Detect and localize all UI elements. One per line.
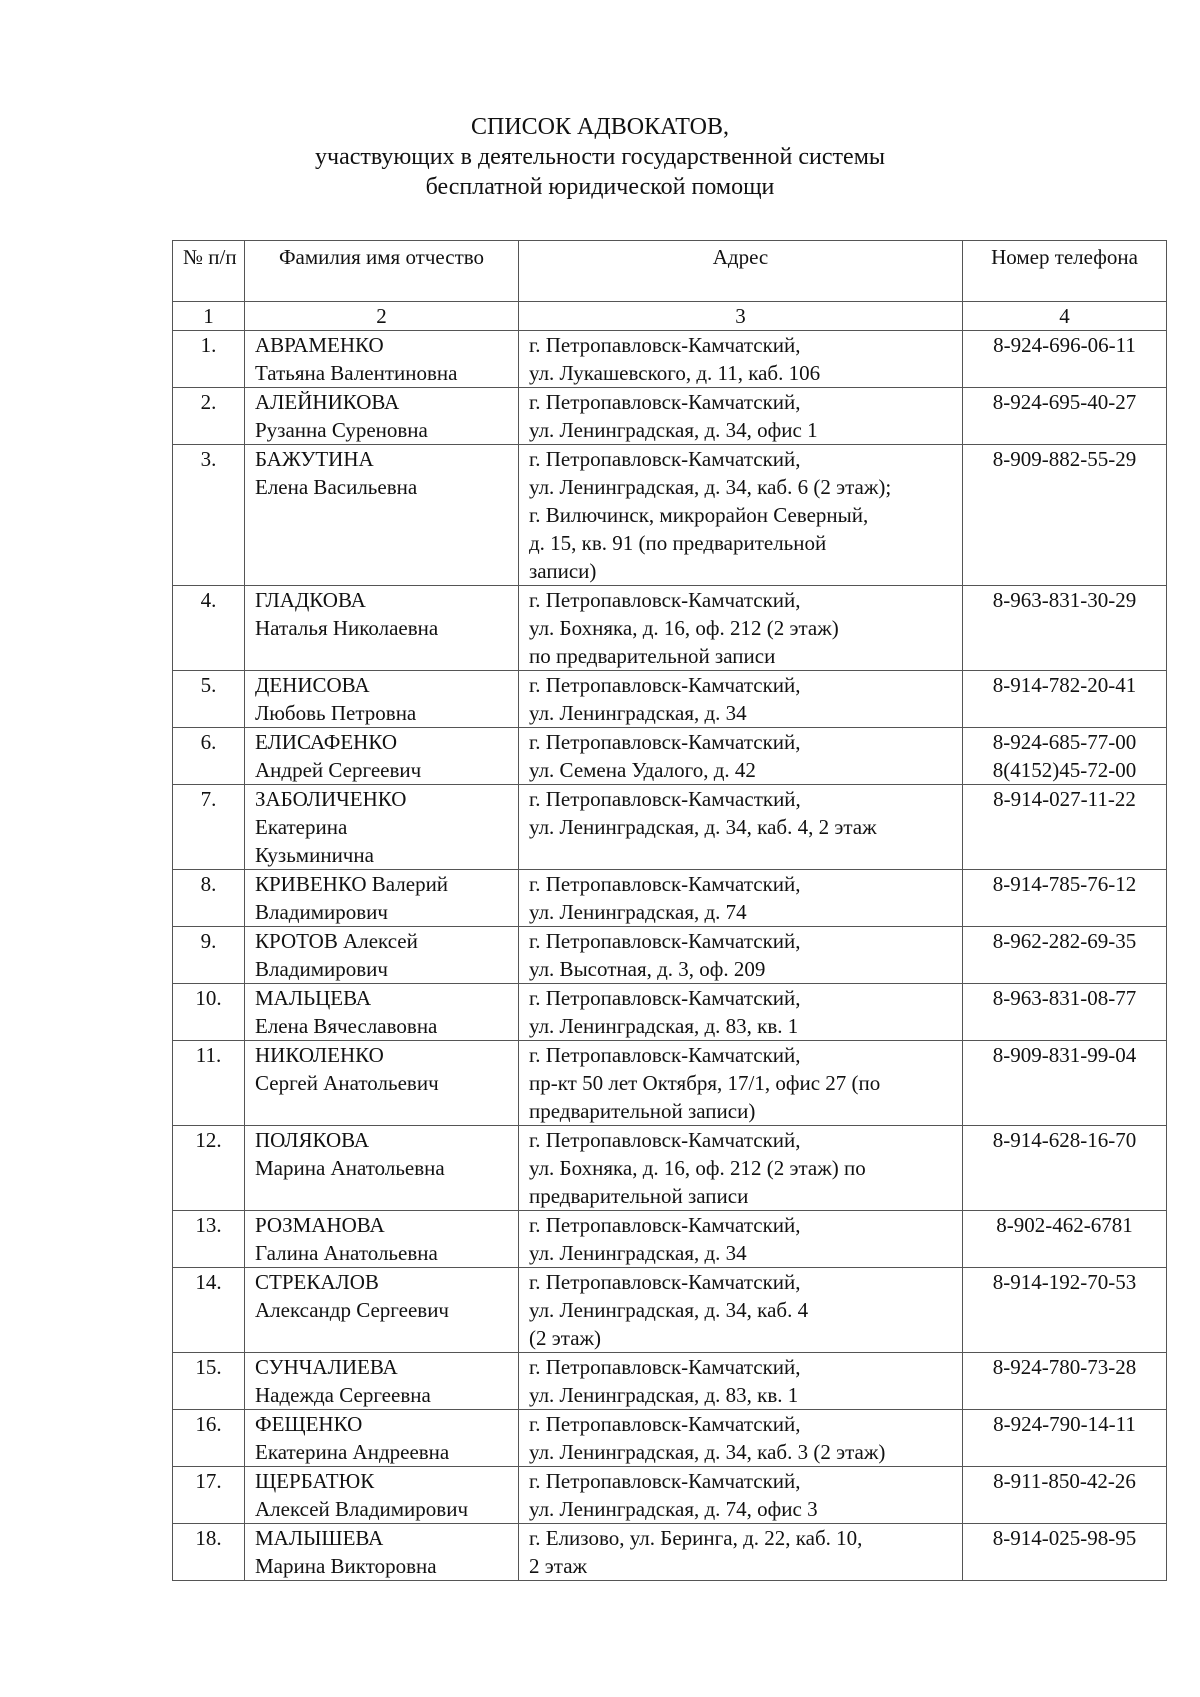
- lawyer-name: [245, 1211, 519, 1268]
- lawyer-phone: [963, 1211, 1167, 1268]
- table-row: [173, 927, 1167, 984]
- phone-number: 8-914-027-11-22: [993, 787, 1136, 811]
- lawyer-name-line: ЗАБОЛИЧЕНКО: [255, 787, 407, 811]
- lawyer-name-line: ГЛАДКОВА: [255, 588, 366, 612]
- row-number: 8.: [173, 870, 245, 927]
- lawyer-name: [245, 671, 519, 728]
- table-row: [173, 445, 1167, 586]
- address-line: г. Петропавловск-Камчатский,: [529, 1213, 801, 1237]
- address-line: предварительной записи: [529, 1184, 749, 1208]
- header-number: [173, 241, 245, 302]
- address-line: ул. Ленинградская, д. 34: [529, 701, 747, 725]
- lawyer-name: [245, 1353, 519, 1410]
- column-index-row: [173, 302, 1167, 331]
- address-line: ул. Ленинградская, д. 34: [529, 1241, 747, 1265]
- lawyer-address: [519, 785, 963, 870]
- table-row: [173, 1268, 1167, 1353]
- table-row: [173, 1041, 1167, 1126]
- table-row: [173, 785, 1167, 870]
- table-row: [173, 1410, 1167, 1467]
- row-number: 13.: [173, 1211, 245, 1268]
- row-number: 17.: [173, 1467, 245, 1524]
- phone-number: 8-963-831-08-77: [992, 986, 1137, 1010]
- lawyer-name-line: НИКОЛЕНКО: [255, 1043, 384, 1067]
- lawyer-name-line: СУНЧАЛИЕВА: [255, 1355, 398, 1379]
- row-number: 5.: [173, 671, 245, 728]
- address-line: (2 этаж): [529, 1326, 602, 1350]
- address-line: д. 15, кв. 91 (по предварительной: [529, 531, 827, 555]
- lawyer-name-line: Марина Викторовна: [255, 1554, 437, 1578]
- column-index: 1: [173, 302, 245, 331]
- table-row: [173, 870, 1167, 927]
- lawyer-name-line: ЩЕРБАТЮК: [255, 1469, 375, 1493]
- lawyer-name-line: АЛЕЙНИКОВА: [255, 390, 400, 414]
- address-line: ул. Ленинградская, д. 34, каб. 4: [529, 1298, 809, 1322]
- row-number: 11.: [173, 1041, 245, 1126]
- lawyer-phone: [963, 785, 1167, 870]
- lawyer-name-line: ЕЛИСАФЕНКО: [255, 730, 397, 754]
- lawyer-name-line: БАЖУТИНА: [255, 447, 374, 471]
- lawyer-name-line: Владимирович: [255, 900, 388, 924]
- lawyer-name: [245, 785, 519, 870]
- lawyer-name-line: Елена Вячеславовна: [255, 1014, 438, 1038]
- lawyer-phone: [963, 671, 1167, 728]
- phone-number: 8-962-282-69-35: [992, 929, 1137, 953]
- table-row: [173, 728, 1167, 785]
- lawyers-table: [172, 240, 1167, 1581]
- lawyer-phone: [963, 1268, 1167, 1353]
- lawyer-address: [519, 1353, 963, 1410]
- phone-number: 8-924-790-14-11: [993, 1412, 1136, 1436]
- header-phone: Номер телефона: [963, 241, 1167, 302]
- row-number: 1.: [173, 331, 245, 388]
- lawyer-name-line: Любовь Петровна: [255, 701, 417, 725]
- lawyer-phone: [963, 445, 1167, 586]
- phone-number: 8-902-462-6781: [996, 1213, 1133, 1237]
- lawyer-name-line: Рузанна Суреновна: [255, 418, 428, 442]
- row-number: 3.: [173, 445, 245, 586]
- address-line: записи): [529, 559, 597, 583]
- lawyer-name-line: МАЛЬЦЕВА: [255, 986, 371, 1010]
- lawyer-name-line: КРОТОВ Алексей: [255, 929, 418, 953]
- phone-number: 8-909-882-55-29: [992, 447, 1137, 471]
- table-row: [173, 1353, 1167, 1410]
- address-line: ул. Ленинградская, д. 83, кв. 1: [529, 1383, 799, 1407]
- lawyer-name-line: Наталья Николаевна: [255, 616, 439, 640]
- lawyer-address: [519, 1211, 963, 1268]
- lawyer-address: [519, 728, 963, 785]
- table-row: [173, 984, 1167, 1041]
- lawyer-phone: [963, 331, 1167, 388]
- lawyer-name-line: ПОЛЯКОВА: [255, 1128, 370, 1152]
- lawyer-address: [519, 1467, 963, 1524]
- address-line: г. Петропавловск-Камчасткий,: [529, 787, 801, 811]
- lawyer-name: [245, 1268, 519, 1353]
- address-line: г. Петропавловск-Камчатский,: [529, 673, 801, 697]
- address-line: ул. Лукашевского, д. 11, каб. 106: [529, 361, 821, 385]
- address-line: пр-кт 50 лет Октября, 17/1, офис 27 (по: [529, 1071, 881, 1095]
- table-body: [173, 331, 1167, 1581]
- address-line: предварительной записи): [529, 1099, 756, 1123]
- address-line: г. Петропавловск-Камчатский,: [529, 1412, 801, 1436]
- address-line: г. Петропавловск-Камчатский,: [529, 1270, 801, 1294]
- lawyer-phone: [963, 728, 1167, 785]
- lawyer-address: [519, 1268, 963, 1353]
- phone-number: 8-924-780-73-28: [992, 1355, 1137, 1379]
- lawyer-name-line: Александр Сергеевич: [255, 1298, 449, 1322]
- address-line: г. Петропавловск-Камчатский,: [529, 1469, 801, 1493]
- address-line: ул. Ленинградская, д. 34, каб. 6 (2 этаж);: [529, 475, 892, 499]
- lawyer-name-line: Елена Васильевна: [255, 475, 418, 499]
- address-line: г. Елизово, ул. Беринга, д. 22, каб. 10,: [529, 1526, 863, 1550]
- row-number: 4.: [173, 586, 245, 671]
- lawyer-address: [519, 1126, 963, 1211]
- lawyer-name-line: Андрей Сергеевич: [255, 758, 422, 782]
- address-line: ул. Высотная, д. 3, оф. 209: [529, 957, 766, 981]
- header-full-name: Фамилия имя отчество: [245, 241, 519, 302]
- row-number: 9.: [173, 927, 245, 984]
- lawyer-name: [245, 388, 519, 445]
- address-line: г. Петропавловск-Камчатский,: [529, 447, 801, 471]
- lawyer-name-line: Надежда Сергеевна: [255, 1383, 431, 1407]
- address-line: ул. Ленинградская, д. 83, кв. 1: [529, 1014, 799, 1038]
- lawyer-name: [245, 445, 519, 586]
- lawyer-name: [245, 331, 519, 388]
- address-line: г. Петропавловск-Камчатский,: [529, 588, 801, 612]
- lawyer-name-line: СТРЕКАЛОВ: [255, 1270, 379, 1294]
- address-line: ул. Ленинградская, д. 34, офис 1: [529, 418, 818, 442]
- row-number: 14.: [173, 1268, 245, 1353]
- table-row: [173, 671, 1167, 728]
- lawyer-name: [245, 728, 519, 785]
- lawyer-phone: [963, 1041, 1167, 1126]
- table-row: [173, 1211, 1167, 1268]
- address-line: ул. Ленинградская, д. 74, офис 3: [529, 1497, 818, 1521]
- lawyer-phone: [963, 586, 1167, 671]
- lawyer-address: [519, 671, 963, 728]
- header-number-symbol: №: [183, 245, 204, 269]
- lawyer-name-line: Кузьминична: [255, 843, 374, 867]
- lawyer-name: [245, 1524, 519, 1581]
- title-line-2: участвующих в деятельности государственной системы: [315, 144, 885, 170]
- lawyer-name-line: Галина Анатольевна: [255, 1241, 438, 1265]
- address-line: ул. Семена Удалого, д. 42: [529, 758, 756, 782]
- lawyer-address: [519, 927, 963, 984]
- lawyer-phone: [963, 1467, 1167, 1524]
- lawyer-address: [519, 870, 963, 927]
- lawyer-name-line: Екатерина: [255, 815, 348, 839]
- lawyer-phone: [963, 927, 1167, 984]
- lawyer-address: [519, 1524, 963, 1581]
- lawyer-phone: [963, 1410, 1167, 1467]
- lawyer-address: [519, 586, 963, 671]
- lawyer-phone: [963, 1126, 1167, 1211]
- lawyer-address: [519, 1410, 963, 1467]
- address-line: по предварительной записи: [529, 644, 776, 668]
- column-index: 3: [519, 302, 963, 331]
- lawyer-name: [245, 927, 519, 984]
- address-line: г. Петропавловск-Камчатский,: [529, 390, 801, 414]
- lawyer-address: [519, 984, 963, 1041]
- row-number: 12.: [173, 1126, 245, 1211]
- address-line: ул. Ленинградская, д. 34, каб. 4, 2 этаж: [529, 815, 877, 839]
- table-row: [173, 586, 1167, 671]
- title-line-3: бесплатной юридической помощи: [425, 174, 775, 200]
- phone-number: 8-914-628-16-70: [992, 1128, 1137, 1152]
- table-header-row: [173, 241, 1167, 302]
- address-line: г. Петропавловск-Камчатский,: [529, 872, 801, 896]
- lawyer-address: [519, 445, 963, 586]
- phone-number: 8-963-831-30-29: [992, 588, 1137, 612]
- address-line: ул. Ленинградская, д. 74: [529, 900, 747, 924]
- table-row: [173, 1467, 1167, 1524]
- lawyer-address: [519, 388, 963, 445]
- address-line: 2 этаж: [529, 1554, 588, 1578]
- lawyer-phone: [963, 388, 1167, 445]
- lawyer-name-line: РОЗМАНОВА: [255, 1213, 385, 1237]
- lawyer-name: [245, 1410, 519, 1467]
- address-line: г. Петропавловск-Камчатский,: [529, 1043, 801, 1067]
- lawyer-name-line: ДЕНИСОВА: [255, 673, 370, 697]
- phone-number: 8(4152)45-72-00: [992, 758, 1137, 782]
- lawyer-name: [245, 586, 519, 671]
- phone-number: 8-914-785-76-12: [992, 872, 1137, 896]
- address-line: ул. Бохняка, д. 16, оф. 212 (2 этаж) по: [529, 1156, 866, 1180]
- lawyer-name-line: МАЛЫШЕВА: [255, 1526, 384, 1550]
- phone-number: 8-924-696-06-11: [993, 333, 1136, 357]
- lawyer-address: [519, 331, 963, 388]
- lawyer-name-line: Алексей Владимирович: [255, 1497, 469, 1521]
- row-number: 6.: [173, 728, 245, 785]
- address-line: ул. Ленинградская, д. 34, каб. 3 (2 этаж): [529, 1440, 886, 1464]
- row-number: 7.: [173, 785, 245, 870]
- lawyer-name-line: КРИВЕНКО Валерий: [255, 872, 449, 896]
- column-index: 2: [245, 302, 519, 331]
- lawyer-name-line: АВРАМЕНКО: [255, 333, 384, 357]
- phone-number: 8-909-831-99-04: [992, 1043, 1137, 1067]
- column-index: 4: [963, 302, 1167, 331]
- title-line-1: СПИСОК АДВОКАТОВ,: [471, 114, 729, 140]
- lawyer-name-line: Владимирович: [255, 957, 388, 981]
- address-line: г. Петропавловск-Камчатский,: [529, 986, 801, 1010]
- address-line: г. Петропавловск-Камчатский,: [529, 730, 801, 754]
- header-number-abbr: п/п: [208, 245, 237, 269]
- phone-number: 8-924-695-40-27: [992, 390, 1137, 414]
- table-row: [173, 388, 1167, 445]
- lawyer-name-line: ФЕЩЕНКО: [255, 1412, 363, 1436]
- lawyer-name-line: Сергей Анатольевич: [255, 1071, 439, 1095]
- address-line: г. Петропавловск-Камчатский,: [529, 333, 801, 357]
- phone-number: 8-924-685-77-00: [992, 730, 1137, 754]
- address-line: г. Петропавловск-Камчатский,: [529, 1355, 801, 1379]
- table-row: [173, 331, 1167, 388]
- phone-number: 8-914-192-70-53: [992, 1270, 1137, 1294]
- row-number: 15.: [173, 1353, 245, 1410]
- lawyer-name: [245, 1041, 519, 1126]
- lawyer-name-line: Татьяна Валентиновна: [255, 361, 458, 385]
- lawyer-name: [245, 984, 519, 1041]
- row-number: 18.: [173, 1524, 245, 1581]
- lawyer-phone: [963, 1524, 1167, 1581]
- row-number: 16.: [173, 1410, 245, 1467]
- header-address: Адрес: [519, 241, 963, 302]
- address-line: ул. Бохняка, д. 16, оф. 212 (2 этаж): [529, 616, 839, 640]
- lawyer-phone: [963, 984, 1167, 1041]
- lawyer-name-line: Екатерина Андреевна: [255, 1440, 450, 1464]
- lawyer-address: [519, 1041, 963, 1126]
- row-number: 2.: [173, 388, 245, 445]
- address-line: г. Вилючинск, микрорайон Северный,: [529, 503, 869, 527]
- lawyer-name: [245, 1467, 519, 1524]
- address-line: г. Петропавловск-Камчатский,: [529, 929, 801, 953]
- table-row: [173, 1524, 1167, 1581]
- lawyer-name: [245, 870, 519, 927]
- address-line: г. Петропавловск-Камчатский,: [529, 1128, 801, 1152]
- lawyer-name-line: Марина Анатольевна: [255, 1156, 445, 1180]
- document-title: [0, 112, 1200, 202]
- lawyer-name: [245, 1126, 519, 1211]
- lawyer-phone: [963, 1353, 1167, 1410]
- phone-number: 8-911-850-42-26: [993, 1469, 1136, 1493]
- row-number: 10.: [173, 984, 245, 1041]
- phone-number: 8-914-025-98-95: [992, 1526, 1137, 1550]
- lawyer-phone: [963, 870, 1167, 927]
- table-row: [173, 1126, 1167, 1211]
- phone-number: 8-914-782-20-41: [992, 673, 1137, 697]
